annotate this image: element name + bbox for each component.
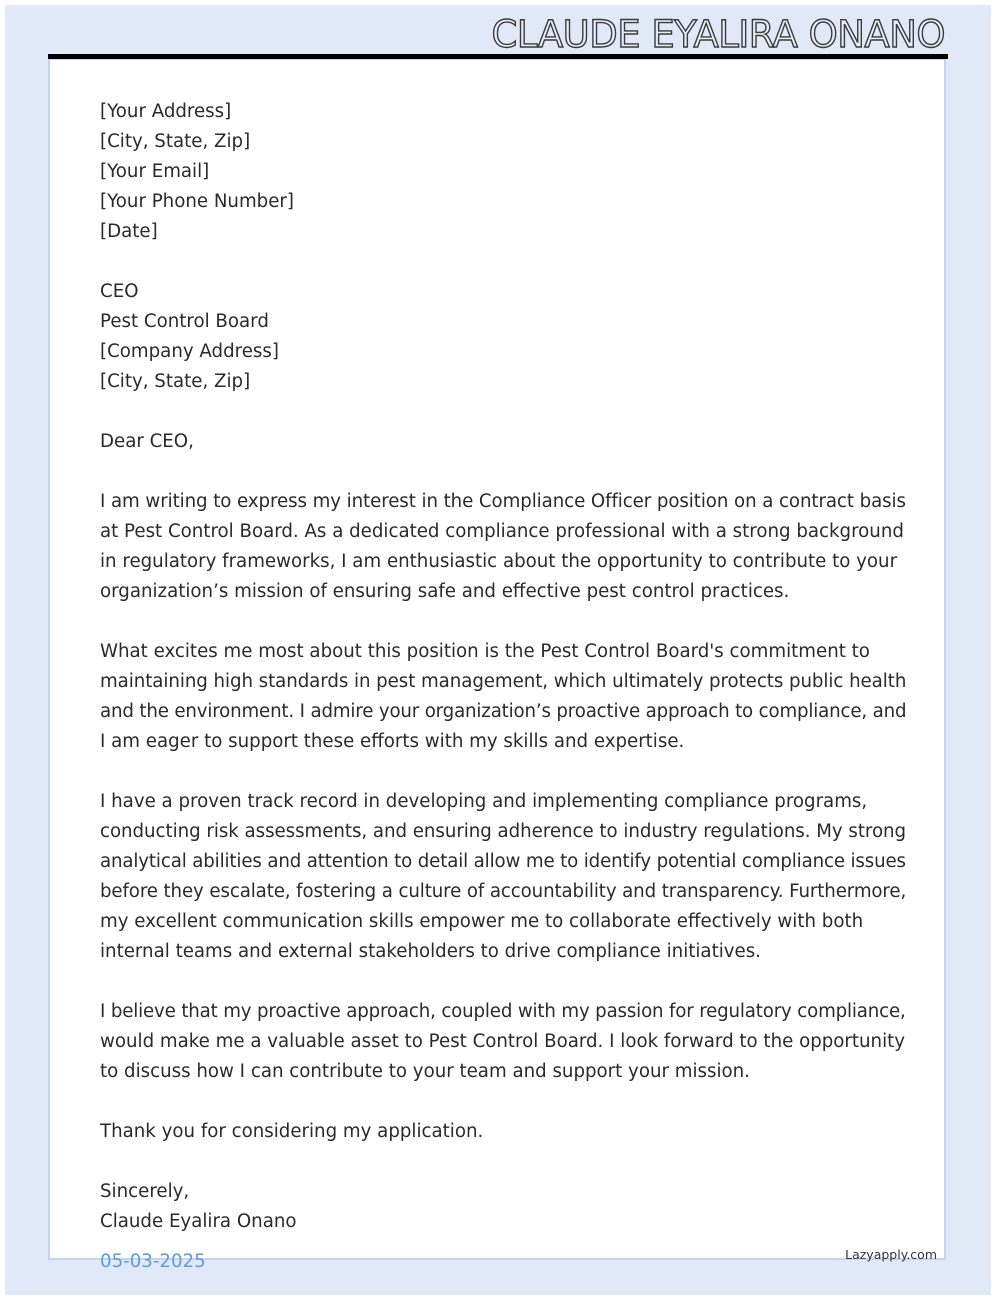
body-paragraph-3 xyxy=(100,787,910,967)
letter-body xyxy=(100,97,910,1237)
closing: Sincerely, xyxy=(100,1181,190,1202)
paragraph-line: would make me a valuable asset to Pest Control Board. I look forward to the opportunity xyxy=(100,1031,906,1052)
sender-city-state-zip: [City, State, Zip] xyxy=(100,131,251,152)
paragraph-line: maintaining high standards in pest management, which ultimately protects public health xyxy=(100,671,907,692)
paragraph-line: and the environment. I admire your organization’s proactive approach to compliance, and xyxy=(100,701,907,722)
paragraph-line: in regulatory frameworks, I am enthusiastic about the opportunity to contribute to your xyxy=(100,551,898,572)
salutation: Dear CEO, xyxy=(100,431,194,452)
body-paragraph-4 xyxy=(100,997,910,1087)
applicant-name-heading: CLAUDE EYALIRA ONANO xyxy=(491,13,945,56)
sender-address: [Your Address] xyxy=(100,101,232,122)
recipient-title: CEO xyxy=(100,281,139,302)
paragraph-line: conducting risk assessments, and ensuring adherence to industry regulations. My strong xyxy=(100,821,907,842)
paragraph-line: analytical abilities and attention to detail allow me to identify potential compliance issues xyxy=(100,851,906,872)
paragraph-line: I am writing to express my interest in the Compliance Officer position on a contract basis xyxy=(100,491,906,512)
recipient-city-state-zip: [City, State, Zip] xyxy=(100,371,251,392)
paragraph-line: internal teams and external stakeholders to drive compliance initiatives. xyxy=(100,941,761,962)
recipient-company: Pest Control Board xyxy=(100,311,269,332)
paragraph-line: organization’s mission of ensuring safe and effective pest control practices. xyxy=(100,581,790,602)
recipient-block xyxy=(100,277,910,397)
sender-email: [Your Email] xyxy=(100,161,210,182)
thanks-line: Thank you for considering my application. xyxy=(100,1121,484,1142)
paragraph-line: to discuss how I can contribute to your team and support your mission. xyxy=(100,1061,750,1082)
signature: Claude Eyalira Onano xyxy=(100,1211,297,1232)
paragraph-line: my excellent communication skills empower me to collaborate effectively with both xyxy=(100,911,864,932)
paragraph-line: before they escalate, fostering a culture of accountability and transparency. Furthermore, xyxy=(100,881,907,902)
body-paragraph-2 xyxy=(100,637,910,757)
recipient-address: [Company Address] xyxy=(100,341,279,362)
paragraph-line: I believe that my proactive approach, coupled with my passion for regulatory compliance, xyxy=(100,1001,906,1022)
paragraph-line: What excites me most about this position is the Pest Control Board's commitment to xyxy=(100,641,870,662)
sender-phone: [Your Phone Number] xyxy=(100,191,294,212)
sender-date: [Date] xyxy=(100,221,158,242)
sender-block xyxy=(100,97,910,247)
brand-watermark: Lazyapply.com xyxy=(845,1247,937,1262)
paragraph-line: at Pest Control Board. As a dedicated compliance professional with a strong background xyxy=(100,521,904,542)
paragraph-line: I have a proven track record in developing and implementing compliance programs, xyxy=(100,791,868,812)
paragraph-line: I am eager to support these efforts with my skills and expertise. xyxy=(100,731,685,752)
body-paragraph-1 xyxy=(100,487,910,607)
footer-date: 05-03-2025 xyxy=(100,1251,206,1272)
